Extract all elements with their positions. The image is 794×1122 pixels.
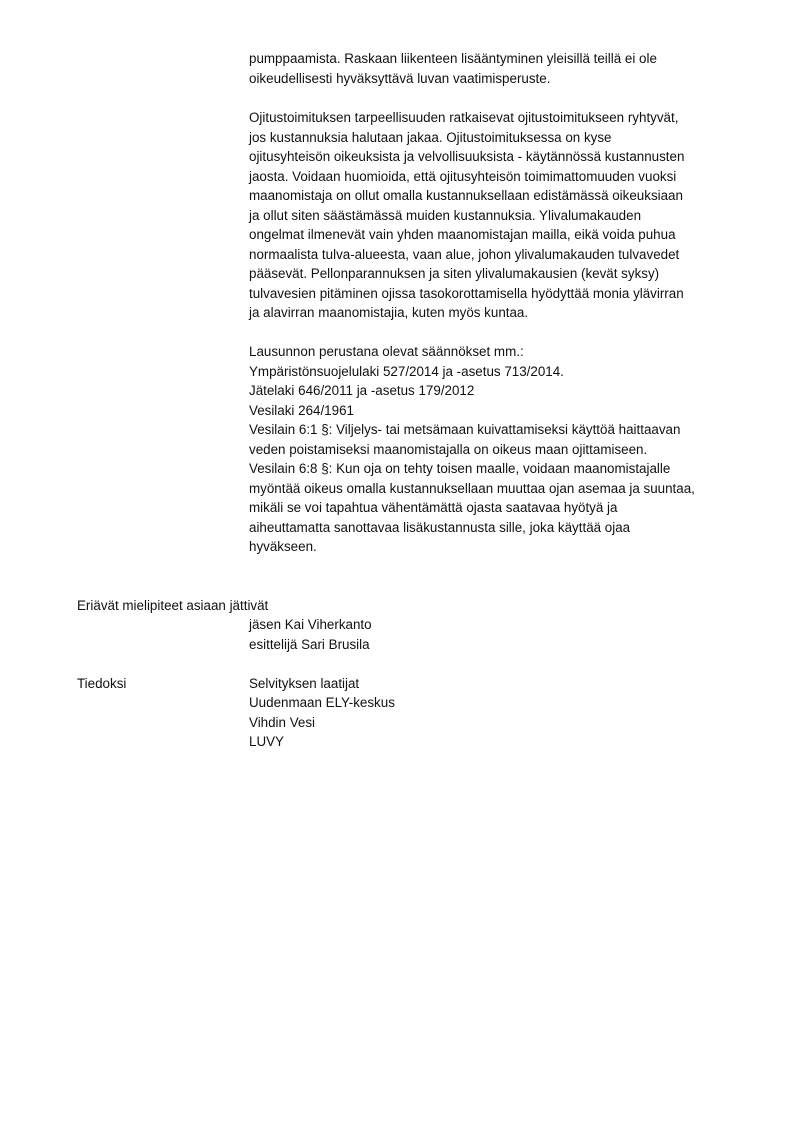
- dissent-entry: esittelijä Sari Brusila: [249, 637, 370, 652]
- for-information-label: Tiedoksi: [77, 676, 127, 691]
- necessity-paragraph-line: maanomistaja on ollut omalla kustannuksellaan edistämässä oikeuksiaan: [249, 188, 683, 203]
- legal-basis-line: myöntää oikeus omalla kustannuksellaan muuttaa ojan asemaa ja suuntaa,: [249, 481, 695, 496]
- necessity-paragraph-line: ojitusyhteisön oikeuksista ja velvollisuuksista - käytännössä kustannusten: [249, 149, 685, 164]
- necessity-paragraph-line: ongelmat ilmenevät vain yhden maanomistajan mailla, eikä voida puhua: [249, 227, 676, 242]
- dissent-entry: jäsen Kai Viherkanto: [249, 617, 372, 632]
- legal-basis-line: Vesilain 6:1 §: Viljelys- tai metsämaan kuivattamiseksi käyttöä haittaavan: [249, 422, 681, 437]
- necessity-paragraph-line: tulvavesien pitäminen ojissa tasokorottamisella hyödyttää monia ylävirran: [249, 286, 684, 301]
- continuation-line: pumppaamista. Raskaan liikenteen lisääntyminen yleisillä teillä ei ole: [249, 51, 657, 66]
- necessity-paragraph-line: jaosta. Voidaan huomioida, että ojitusyhteisön toimimattomuuden vuoksi: [249, 169, 677, 184]
- legal-basis-line: Vesilain 6:8 §: Kun oja on tehty toisen maalle, voidaan maanomistajalle: [249, 461, 671, 476]
- necessity-paragraph-line: pääsevät. Pellonparannuksen ja siten ylivalumakausien (kevät syksy): [249, 266, 660, 281]
- legal-basis-line: hyväkseen.: [249, 539, 317, 554]
- for-information-entry: Selvityksen laatijat: [249, 676, 360, 691]
- legal-basis-line: veden poistamiseksi maanomistajalla on oikeus maan ojittamiseen.: [249, 442, 648, 457]
- legal-basis-line: aiheuttamatta sanottavaa lisäkustannusta sille, joka käyttää ojaa: [249, 520, 631, 535]
- for-information-entry: Uudenmaan ELY-keskus: [249, 695, 395, 710]
- necessity-paragraph-line: ja ollut siten säästämässä muiden kustannuksia. Ylivalumakauden: [249, 208, 642, 223]
- legal-basis-line: Vesilaki 264/1961: [249, 403, 354, 418]
- necessity-paragraph-line: jos kustannuksia halutaan jakaa. Ojitustoimituksessa on kyse: [249, 130, 612, 145]
- continuation-line: oikeudellisesti hyväksyttävä luvan vaatimisperuste.: [249, 71, 551, 86]
- legal-basis-line: Ympäristönsuojelulaki 527/2014 ja -asetus 713/2014.: [249, 364, 564, 379]
- necessity-paragraph-line: normaalista tulva-alueesta, vaan alue, johon ylivalumakauden tulvavedet: [249, 247, 680, 262]
- necessity-paragraph-line: ja alavirran maanomistajia, kuten myös kuntaa.: [249, 305, 529, 320]
- legal-basis-line: Jätelaki 646/2011 ja -asetus 179/2012: [249, 383, 475, 398]
- for-information-entry: LUVY: [249, 734, 284, 749]
- for-information-entry: Vihdin Vesi: [249, 715, 316, 730]
- dissent-label: Eriävät mielipiteet asiaan jättivät: [77, 598, 269, 613]
- legal-basis-line: mikäli se voi tapahtua vähentämättä ojasta saatavaa hyötyä ja: [249, 500, 618, 515]
- necessity-paragraph-line: Ojitustoimituksen tarpeellisuuden ratkaisevat ojitustoimitukseen ryhtyvät,: [249, 110, 679, 125]
- legal-basis-heading: Lausunnon perustana olevat säännökset mm.:: [249, 344, 524, 359]
